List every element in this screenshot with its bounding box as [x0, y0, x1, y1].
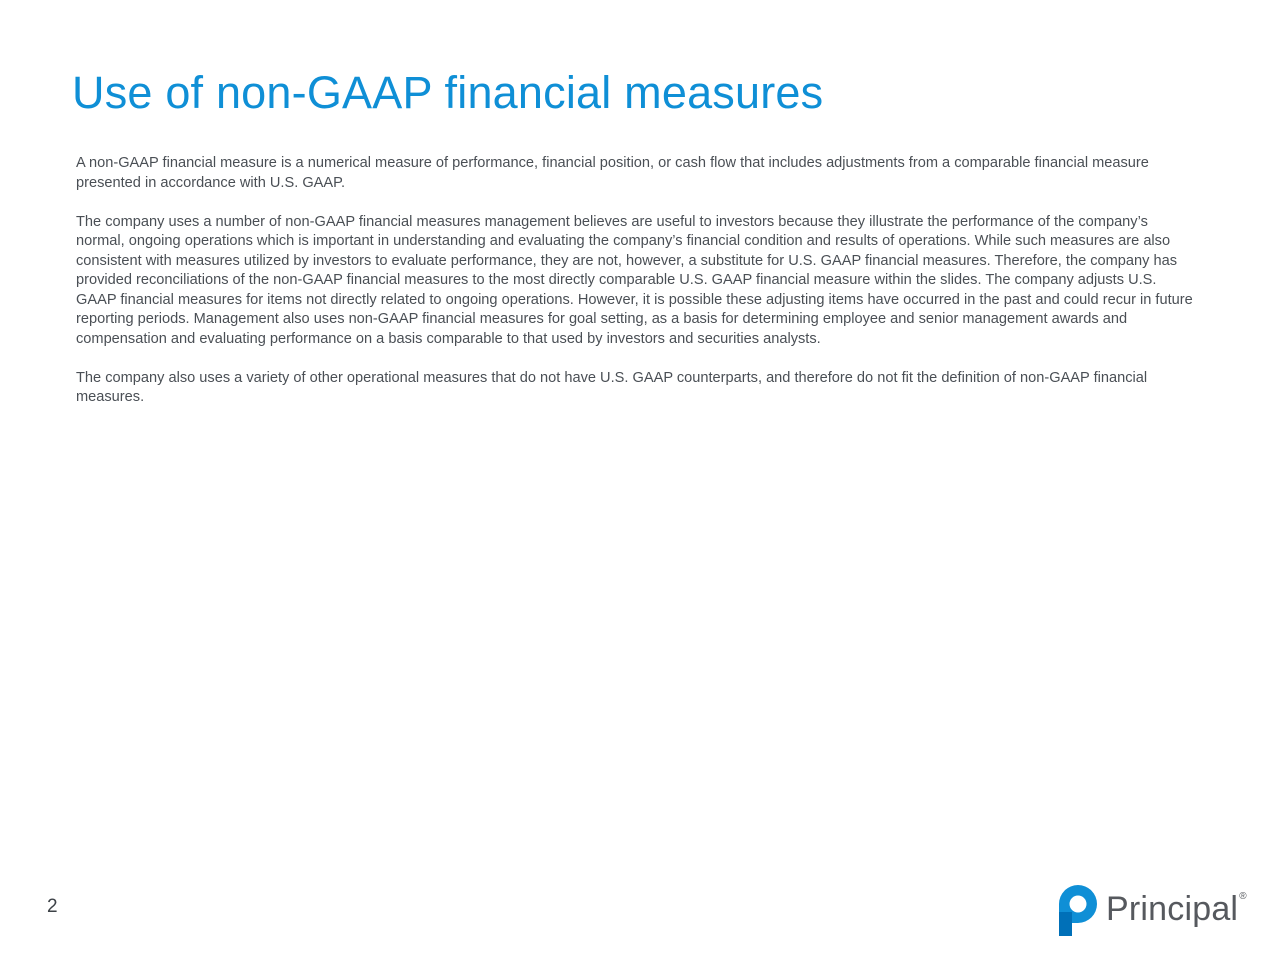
registered-mark: ® — [1239, 890, 1247, 902]
paragraph-usage: The company uses a number of non-GAAP financial measures management believes are useful to investors because they illustrate the performance of the company’s normal, ongoing operations which is important in understanding and evaluating the company’s financial condition and results of operations. While such measures are also consistent with measures utilized by investors to evaluate performance, they are not, however, a substitute for U.S. GAAP financial measures. Therefore, the company has provided reconciliations of the non-GAAP financial measures to the most directly comparable U.S. GAAP financial measure within the slides. The company adjusts U.S. GAAP financial measures for items not directly related to ongoing operations. However, it is possible these adjusting items have occurred in the past and could recur in future reporting periods. Management also uses non-GAAP financial measures for goal setting, as a basis for determining employee and senior management awards and compensation and evaluating performance on a basis comparable to that used by investors and securities analysts. — [76, 213, 1193, 347]
paragraph-definition: A non-GAAP financial measure is a numerical measure of performance, financial position, or cash flow that includes adjustments from a comparable financial measure presented in accordance with U.S. GAAP. — [76, 155, 1149, 191]
paragraph-operational-measures: The company also uses a variety of other operational measures that do not have U.S. GAAP counterparts, and therefore do not fit the definition of non-GAAP financial measures. — [76, 369, 1148, 405]
page-number: 2 — [47, 896, 58, 917]
principal-logo-icon — [1055, 881, 1101, 939]
body-text — [76, 154, 1194, 427]
slide-title: Use of non-GAAP financial measures — [72, 67, 824, 118]
principal-logo — [1055, 880, 1247, 940]
logo-wordmark: Principal — [1106, 890, 1239, 928]
